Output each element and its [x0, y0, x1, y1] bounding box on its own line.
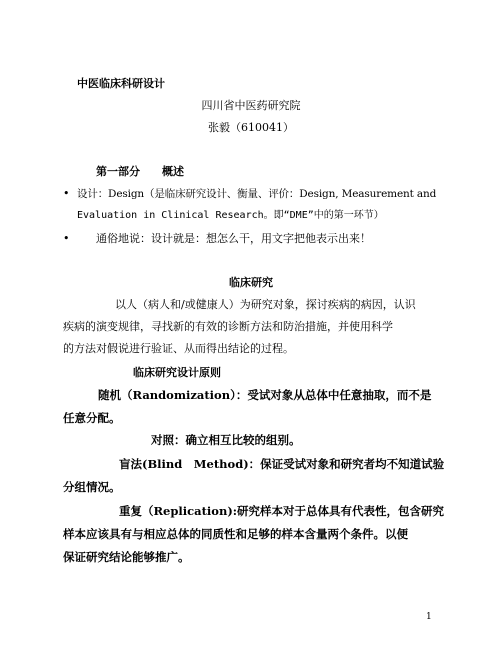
bullet-1-line-1: 设计：Design（是临床研究设计、衡量、评价：Design, Measurement and: [77, 188, 437, 200]
intro-line-3: 的方法对假说进行验证、从而得出结论的过程。: [63, 342, 294, 355]
section-heading: 临床研究: [229, 276, 273, 289]
randomization-line-1: 随机（Randomization）：受试对象从总体中任意抽取，而不是: [98, 388, 432, 402]
affiliation: 四川省中医药研究院: [201, 99, 301, 112]
replication-line-3: 保证研究结论能够推广。: [63, 550, 190, 564]
replication-line-1: 重复（Replication):研究样本对于总体具有代表性，包含研究: [119, 504, 445, 518]
blinding-line-1: 盲法(Blind Method)：保证受试对象和研究者均不知道试验: [119, 457, 445, 471]
bullet-1-line-2: Evaluation in Clinical Research。即“DME”中的第一环节）: [77, 210, 384, 221]
document-title: 中医临床科研设计: [77, 77, 165, 90]
replication-line-2: 样本应该具有与相应总体的同质性和足够的样本含量两个条件。以便: [63, 527, 408, 541]
intro-line-2: 疾病的演变规律，寻找新的有效的诊断方法和防治措施，并使用科学: [63, 320, 393, 333]
randomization-line-2: 任意分配。: [63, 411, 121, 425]
page-number: 1: [426, 612, 432, 622]
control-text: 对照：确立相互比较的组别。: [151, 433, 301, 447]
bullet-2-text: 通俗地说：设计就是：想怎么干，用文字把他表示出来！: [96, 232, 371, 245]
blinding-line-2: 分组情况。: [63, 480, 121, 494]
bullet-1-marker: •: [63, 187, 70, 200]
intro-line-1: 以人（病人和/或健康人）为研究对象，探讨疾病的病因，认识: [115, 298, 416, 311]
bullet-2-marker: •: [63, 232, 70, 245]
part-heading: 第一部分 概述: [96, 165, 184, 178]
principles-heading: 临床研究设计原则: [133, 366, 221, 379]
author: 张毅（610041）: [208, 121, 294, 134]
